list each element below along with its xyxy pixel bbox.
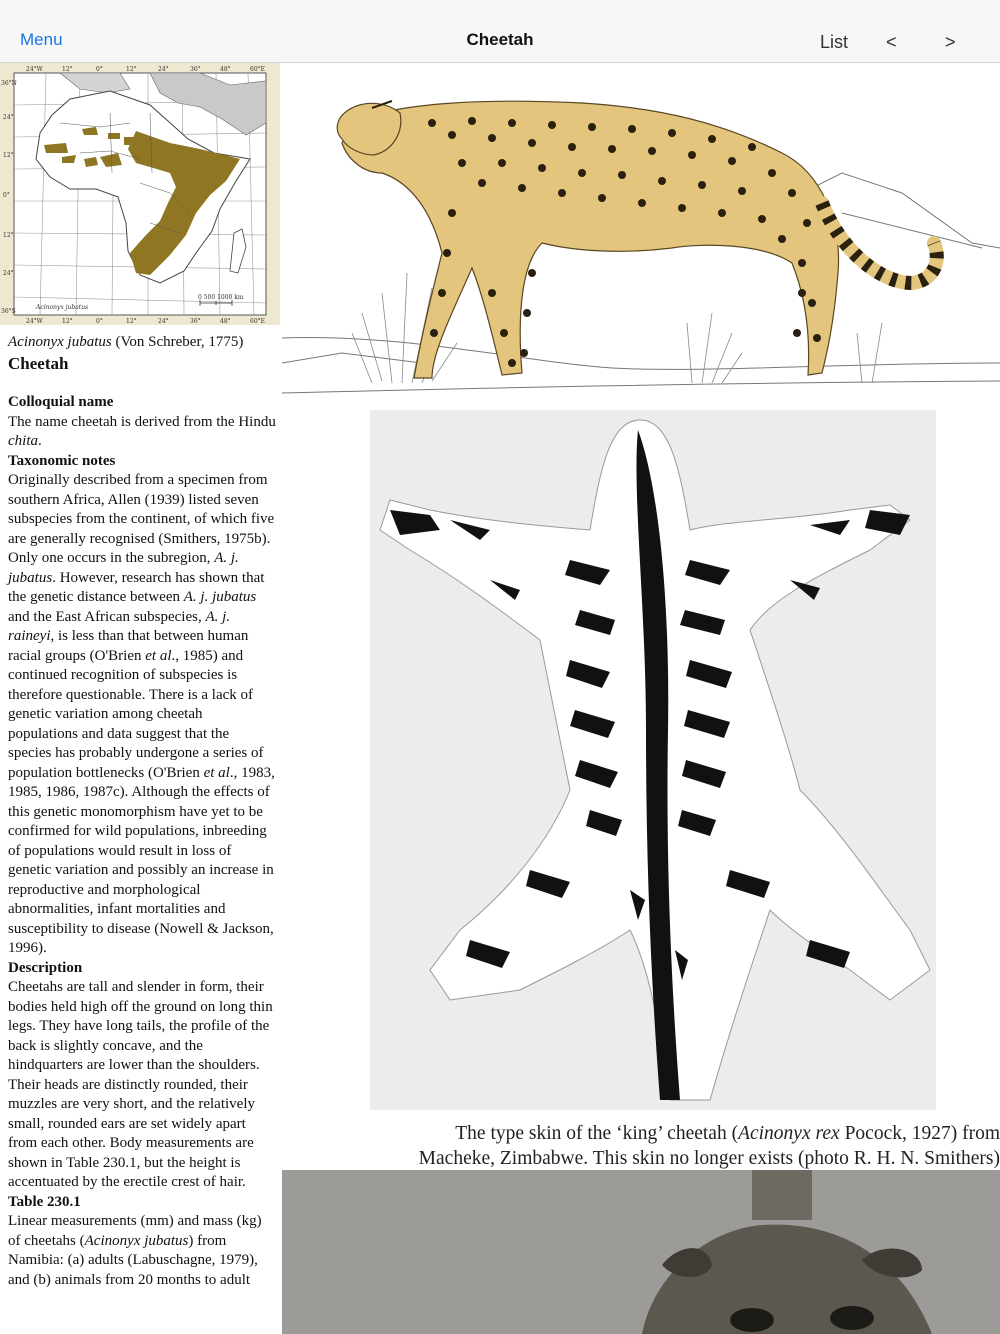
map-bottom-tick: 0° [96,318,103,325]
distribution-map [0,63,280,325]
map-bottom-tick: 36° [190,318,201,325]
skin-photo-graphic [370,410,936,1110]
map-top-tick: 60°E [250,66,266,73]
text-run: A. j. raineyi [8,608,231,644]
taxonomic-heading: Taxonomic notes [8,452,116,469]
cub-photo-graphic [282,1170,1000,1334]
map-bottom-tick: 24° [158,318,169,325]
authority: (Von Schreber, 1775) [115,334,244,350]
map-top-tick: 12° [62,66,73,73]
table-heading: Table 230.1 [8,1193,81,1210]
text-run: Linear measurements (mm) and mass (kg) of cheetahs ( [8,1213,262,1249]
map-scale-label: 0 500 1000 km [198,294,244,301]
next-button[interactable]: > [945,32,956,52]
map-left-tick: 24° [3,114,14,121]
cheetah-cub-photo [282,1170,1000,1334]
text-run: and the East African subspecies, [8,608,206,625]
colloquial-paragraph [8,413,276,452]
map-top-tick: 24°W [26,66,43,73]
map-bottom-tick: 12° [62,318,73,325]
common-name: Cheetah [8,353,69,373]
description-heading: Description [8,959,83,976]
map-left-tick: 36°S [1,308,16,315]
text-run: Acinonyx rex [738,1123,840,1144]
map-top-tick: 24° [158,66,169,73]
map-left-tick: 12° [3,232,14,239]
text-run: . However, research has shown that the genetic distance between [8,569,265,605]
map-left-tick: 12° [3,152,14,159]
text-run: Originally described from a specimen from southern Africa, Allen (1939) listed seven subspecies from the continent, of which five are generally recognised (Smithers, 1975b). Only one occurs in the subregion, [8,472,275,566]
map-left-tick: 24° [3,270,14,277]
page-title: Cheetah [466,30,534,49]
map-top-tick: 0° [96,66,103,73]
menu-button[interactable]: Menu [20,30,63,49]
text-run: A. j. jubatus [183,589,257,605]
skin-caption-line-1 [300,1121,1000,1146]
text-run: Pocock, 1927) from [839,1123,1000,1144]
text-run: ) from Namibia: (a) adults (Labuschagne, 1979), and (b) animals from 20 months to adult [8,1232,258,1288]
map-top-tick: 48° [220,66,231,73]
text-run: , is less than that between human racial groups (O'Brien [8,628,249,664]
skin-photo-caption [300,1121,1000,1171]
africa-map-graphic [0,63,280,325]
text-run: The name cheetah is derived from the Hindu [8,413,276,430]
map-bottom-tick: 48° [220,318,231,325]
text-run: ., 1985) and continued recognition of subspecies is therefore questionable. There is a lack of genetic variation among cheetah populations and data suggest that the species has probably undergone a series of population bottlenecks (O'Brien [8,647,264,781]
king-cheetah-skin-photo [370,410,936,1110]
text-run: ., 1983, 1985, 1986, 1987c). Although the effects of this genetic monomorphism have yet to be confirmed for wild populations, inbreeding of populations would result in loss of genetic variation and possibly an increase in reproductive and morphological abnormalities, infant mortalities and susceptibility to disease (Nowell & Jackson, 1996). [8,764,275,956]
colloquial-heading: Colloquial name [8,394,114,410]
map-bottom-tick: 12° [126,318,137,325]
map-species-label: Acinonyx jubatus [36,304,89,311]
scientific-name: Acinonyx jubatus [8,334,112,350]
description-paragraph: Cheetahs are tall and slender in form, their bodies held high off the ground on long thin legs. They have long tails, the profile of the back is slightly concave, and the hindquarters are lower than the shoulders. Their heads are distinctly rounded, their muzzles are very short, and the relatively small, rounded ears are set widely apart from each other. Body measurements are shown in Table 230.1, but the height is accentuated by the erectile crest of hair. [8,979,273,1190]
map-left-tick: 36°N [1,80,17,87]
taxonomic-paragraph [8,471,276,959]
skin-caption-line-2: Macheke, Zimbabwe. This skin no longer exists (photo R. H. N. Smithers) [418,1148,1000,1169]
text-run: et al [203,764,230,781]
list-button[interactable]: List [820,32,849,52]
cheetah-drawing [282,63,1000,398]
species-caption [8,333,276,375]
previous-button[interactable]: < [886,32,897,52]
text-run: The type skin of the ‘king’ cheetah ( [455,1123,739,1144]
map-top-tick: 36° [190,66,201,73]
text-run: . [38,433,42,449]
text-run: et al [145,647,172,664]
species-name-line [8,333,276,353]
text-run: chita [8,433,38,449]
map-bottom-tick: 24°W [26,318,43,325]
cheetah-illustration [282,63,1000,398]
map-left-tick: 0° [3,192,10,199]
text-run: A. j. jubatus [8,550,239,586]
navigation-bar [0,0,1000,63]
map-top-tick: 12° [126,66,137,73]
table-caption [8,1212,276,1290]
text-run: Acinonyx jubatus [84,1232,189,1249]
map-bottom-tick: 60°E [250,318,266,325]
article-text [8,393,276,1290]
